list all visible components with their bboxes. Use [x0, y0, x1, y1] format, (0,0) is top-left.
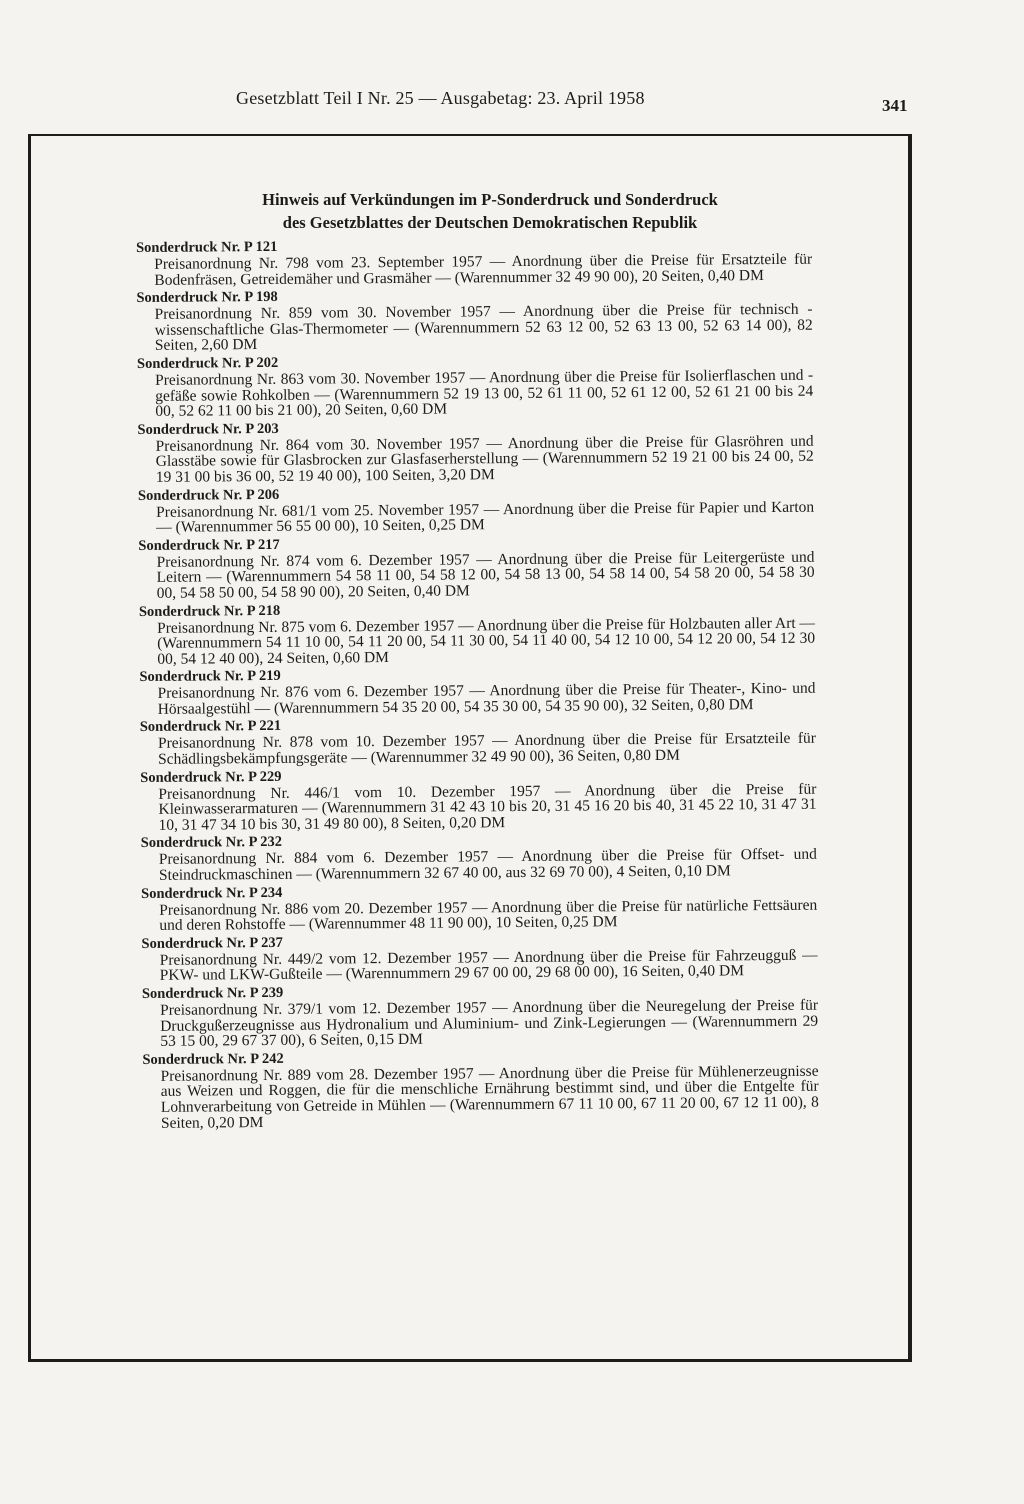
list-item	[142, 981, 818, 1050]
entry-title: Sonderdruck Nr. P 217	[138, 536, 280, 554]
entry-title: Sonderdruck Nr. P 203	[137, 420, 279, 438]
entry-body: Preisanordnung Nr. 889 vom 28. Dezember 1957 — Anordnung über die Preise für Mühlenerzeugnisse aus Weizen und Roggen, die für die menschliche Ernährung bestimmt sind, und über die Entgelte für Lohnverarbeitung von Getreide in Mühlen — (Warennummern 67 11 10 00, 67 11 20 00, 67 12 11 00), 8 Seiten, 0,20 DM	[160, 1062, 819, 1132]
entry-body: Preisanordnung Nr. 864 vom 30. November 1957 — Anordnung über die Preise für Glasröhren und Glasstäbe sowie für Glasbrocken zur Glasfaserherstellung — (Warennummern 52 19 21 00 bis 24 00, 52 19 31 00 bis 36 00, 52 19 40 00), 100 Seiten, 3,20 DM	[155, 432, 814, 486]
entry-title: Sonderdruck Nr. P 221	[139, 718, 282, 736]
entry-title: Sonderdruck Nr. P 219	[139, 668, 281, 686]
entry-body: Preisanordnung Nr. 449/2 vom 12. Dezember 1957 — Anordnung über die Preise für Fahrzeugguß — PKW- und LKW-Gußteile — (Warennummern 29 67 00 00, 29 68 00 00), 16 Seiten, 0,40 DM	[159, 946, 818, 985]
list-item	[140, 714, 816, 767]
list-item	[141, 880, 817, 933]
list-item	[137, 416, 813, 485]
list-item	[138, 482, 814, 535]
list-item	[137, 351, 813, 420]
entry-body: Preisanordnung Nr. 884 vom 6. Dezember 1957 — Anordnung über die Preise für Offset- und Steindruckmaschinen — (Warennummern 32 67 40 00, aus 32 69 70 00), 4 Seiten, 0,10 DM	[158, 846, 817, 884]
entry-body: Preisanordnung Nr. 876 vom 6. Dezember 1957 — Anordnung über die Preise für Theater-, Kino- und Hörsaalgestühl — (Warennummern 54 35 20 00, 54 35 30 00, 54 35 90 00), 32 Seiten, 0,80 DM	[157, 679, 816, 718]
list-item	[138, 532, 814, 601]
list-item	[140, 764, 816, 833]
entry-body: Preisanordnung Nr. 878 vom 10. Dezember 1957 — Anordnung über die Preise für Ersatzteile für Schädlingsbekämpfungsgeräte — (Warennummer 32 49 90 00), 36 Seiten, 0,80 DM	[157, 730, 817, 768]
entry-title: Sonderdruck Nr. P 242	[142, 1050, 284, 1068]
notice-heading-line2: des Gesetzblattes der Deutschen Demokratischen Republik	[282, 213, 698, 232]
entry-title: Sonderdruck Nr. P 239	[141, 984, 284, 1002]
list-item	[136, 285, 812, 354]
list-item	[142, 1046, 819, 1131]
notice-heading-line1: Hinweis auf Verkündungen im P-Sonderdruck und Sonderdruck	[262, 190, 718, 209]
entry-body: Preisanordnung Nr. 875 vom 6. Dezember 1957 — Anordnung über die Preise für Holzbauten aller Art — (Warennummern 54 11 10 00, 54 11 20 00, 54 11 30 00, 54 11 40 00, 54 12 10 00, 54 12 20 00, 54 12 30 00, 54 12 40 00), 24 Seiten, 0,60 DM	[156, 614, 816, 668]
entry-list	[136, 235, 819, 1133]
entry-title: Sonderdruck Nr. P 121	[136, 238, 278, 256]
entry-title: Sonderdruck Nr. P 206	[137, 486, 280, 504]
entry-title: Sonderdruck Nr. P 229	[140, 768, 282, 786]
entry-body: Preisanordnung Nr. 379/1 vom 12. Dezember 1957 — Anordnung über die Neuregelung der Preise für Druckgußerzeugnisse aus Hydronalium und Aluminium- und Zink-Legierungen — (Warennummern 29 53 15 00, 29 67 37 00), 6 Seiten, 0,15 DM	[159, 996, 819, 1051]
list-item	[141, 830, 817, 883]
list-item	[141, 930, 817, 983]
entry-title: Sonderdruck Nr. P 237	[141, 934, 283, 952]
entry-title: Sonderdruck Nr. P 218	[138, 602, 281, 620]
entry-body: Preisanordnung Nr. 446/1 vom 10. Dezember 1957 — Anordnung über die Preise für Kleinwasserarmaturen — (Warennummern 31 42 43 10 bis 20, 31 45 16 20 bis 40, 31 45 22 10, 31 47 31 10, 31 47 34 10 bis 30, 31 49 80 00), 8 Seiten, 0,20 DM	[158, 780, 817, 834]
list-item	[139, 598, 815, 667]
list-item	[139, 664, 815, 717]
entry-title: Sonderdruck Nr. P 198	[136, 289, 278, 307]
entry-body: Preisanordnung Nr. 886 vom 20. Dezember 1957 — Anordnung über die Preise für natürliche Fettsäuren und deren Rohstoffe — (Warennummer 48 11 90 00), 10 Seiten, 0,25 DM	[159, 896, 818, 935]
entry-title: Sonderdruck Nr. P 234	[141, 884, 283, 902]
notice-heading	[170, 188, 810, 234]
list-item	[136, 235, 812, 288]
entry-title: Sonderdruck Nr. P 232	[140, 834, 283, 852]
running-head: Gesetzblatt Teil I Nr. 25 — Ausgabetag: 23. April 1958	[236, 88, 645, 108]
entry-body: Preisanordnung Nr. 863 vom 30. November 1957 — Anordnung über die Preise für Isolierflaschen und -gefäße sowie Rohkolben — (Warennummern 52 19 13 00, 52 61 11 00, 52 61 12 00, 52 61 21 00 bis 24 00, 52 62 11 00 bis 21 00), 20 Seiten, 0,60 DM	[155, 366, 814, 421]
page-number: 341	[882, 96, 908, 115]
entry-body: Preisanordnung Nr. 874 vom 6. Dezember 1957 — Anordnung über die Preise für Leitergerüste und Leitern — (Warennummern 54 58 11 00, 54 58 12 00, 54 58 13 00, 54 58 14 00, 54 58 20 00, 54 58 30 00, 54 58 50 00, 54 58 90 00), 20 Seiten, 0,40 DM	[156, 548, 815, 602]
entry-body: Preisanordnung Nr. 681/1 vom 25. November 1957 — Anordnung über die Preise für Papier und Karton — (Warennummer 56 55 00 00), 10 Seiten, 0,25 DM	[156, 498, 815, 536]
entry-body: Preisanordnung Nr. 859 vom 30. November 1957 — Anordnung über die Preise für technisch - wissenschaftliche Glas-Thermometer — (Warennummern 52 63 12 00, 52 63 13 00, 52 63 14 00), 82 Seiten, 2,60 DM	[154, 300, 813, 355]
entry-title: Sonderdruck Nr. P 202	[136, 354, 279, 372]
entry-body: Preisanordnung Nr. 798 vom 23. September 1957 — Anordnung über die Preise für Ersatzteile für Bodenfräsen, Getreidemäher und Grasmäher — (Warennummer 32 49 90 00), 20 Seiten, 0,40 DM	[154, 250, 813, 289]
